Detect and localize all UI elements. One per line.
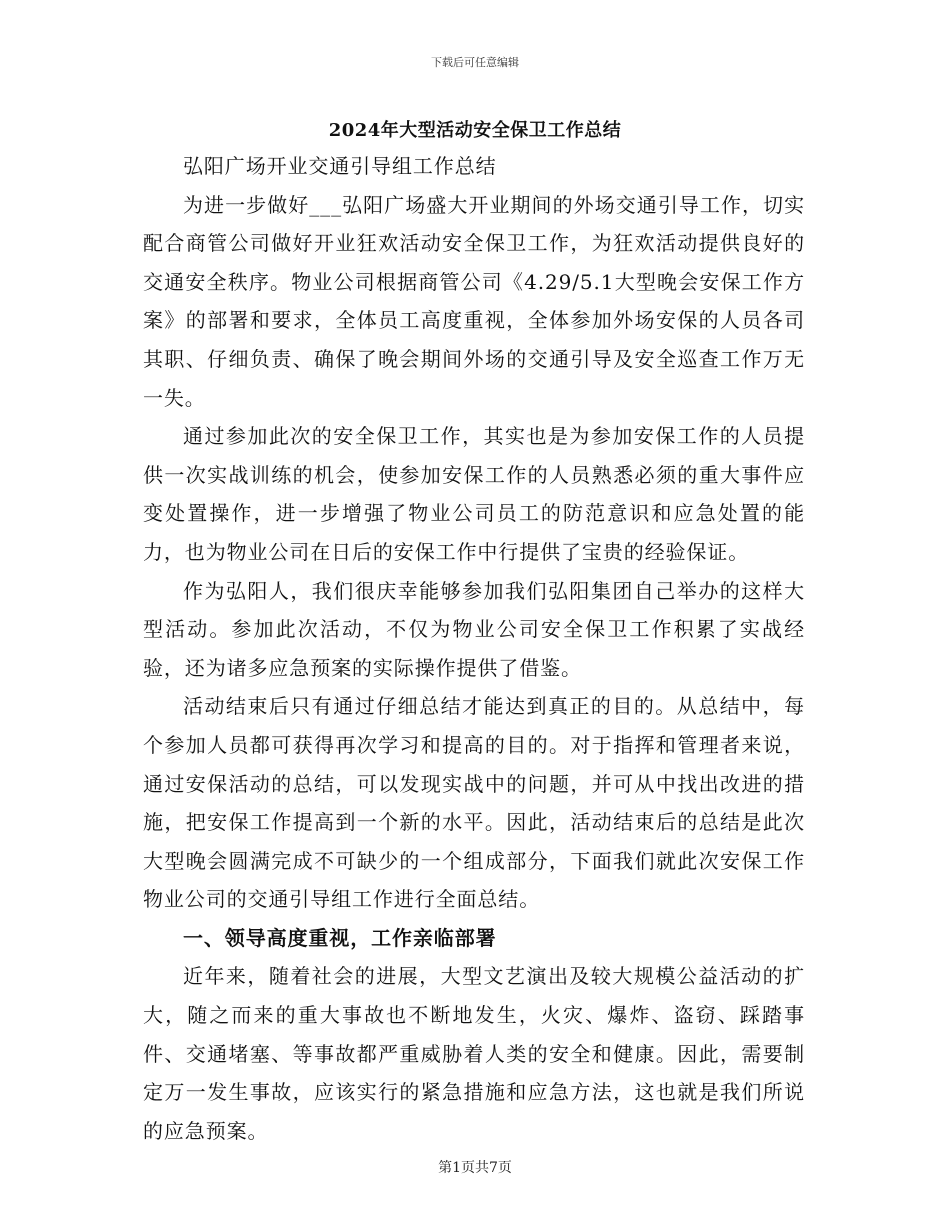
page-header: 下载后可任意编辑 — [431, 56, 519, 69]
document-title: 2024年大型活动安全保卫工作总结 — [328, 120, 622, 141]
paragraph: 通过参加此次的安全保卫工作，其实也是为参加安保工作的人员提供一次实战训练的机会，使参加安保工作的人员熟悉必须的重大事件应变处置操作，进一步增强了物业公司员工的防范意识和应急处置的能力，也为物业公司在日后的安保工作中行提供了宝贵的经验保证。 — [143, 424, 805, 564]
page-footer: 第1页共7页 — [438, 1160, 512, 1176]
document-body — [143, 147, 805, 1150]
paragraph: 为进一步做好___弘阳广场盛大开业期间的外场交通引导工作，切实配合商管公司做好开业狂欢活动安全保卫工作，为狂欢活动提供良好的交通安全秩序。物业公司根据商管公司《4.29/5.1大型晚会安保工作方案》的部署和要求，全体员工高度重视，全体参加外场安保的人员各司其职、仔细负责、确保了晚会期间外场的交通引导及安全巡查工作万无一失。 — [143, 192, 805, 410]
paragraph: 作为弘阳人，我们很庆幸能够参加我们弘阳集团自己举办的这样大型活动。参加此次活动，不仅为物业公司安全保卫工作积累了实战经验，还为诸多应急预案的实际操作提供了借鉴。 — [143, 578, 805, 680]
paragraph: 活动结束后只有通过仔细总结才能达到真正的目的。从总结中，每个参加人员都可获得再次学习和提高的目的。对于指挥和管理者来说，通过安保活动的总结，可以发现实战中的问题，并可从中找出改进的措施，把安保工作提高到一个新的水平。因此，活动结束后的总结是此次大型晚会圆满完成不可缺少的一个组成部分，下面我们就此次安保工作物业公司的交通引导组工作进行全面总结。 — [143, 694, 805, 912]
section-subtitle: 弘阳广场开业交通引导组工作总结 — [183, 154, 497, 178]
paragraph: 近年来，随着社会的进展，大型文艺演出及较大规模公益活动的扩大，随之而来的重大事故也不断地发生，火灾、爆炸、盗窃、踩踏事件、交通堵塞、等事故都严重威胁着人类的安全和健康。因此，需要制定万一发生事故，应该实行的紧急措施和应急方法，这也就是我们所说的应急预案。 — [143, 964, 805, 1143]
section-heading: 一、领导高度重视，工作亲临部署 — [183, 925, 497, 950]
